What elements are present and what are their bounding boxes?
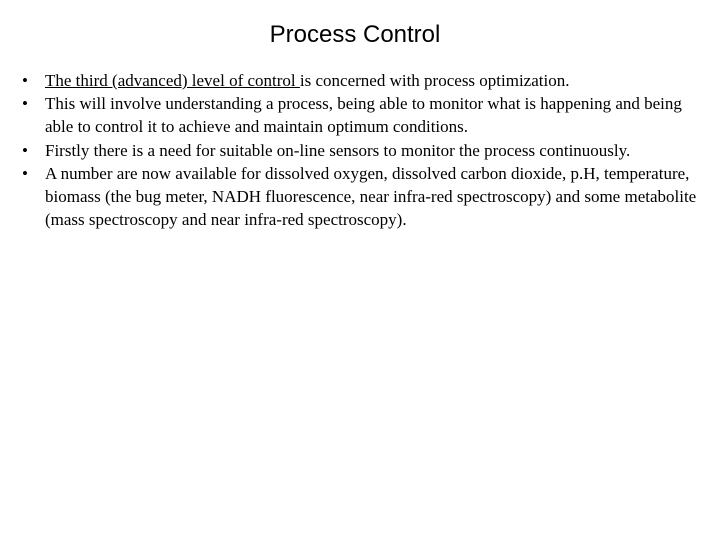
bullet-text: A number are now available for dissolved oxygen, dissolved carbon dioxide, p.H, temperature, biomass (the bug meter, NADH fluorescence, near infra-red spectroscopy) and some metabolite (mass spectroscopy and near infra-red spectroscopy).	[45, 163, 697, 230]
bullet-item-1	[20, 69, 710, 92]
bullet-icon: •	[22, 71, 28, 90]
bullet-list	[20, 69, 710, 231]
bullet-icon: •	[22, 94, 28, 114]
bullet-text: This will involve understanding a process, being able to monitor what is happening and being able to control it to achieve and maintain optimum conditions.	[45, 94, 682, 137]
bullet-text: is concerned with process optimization.	[299, 71, 570, 90]
bullet-icon: •	[22, 140, 28, 160]
bullet-item-2	[20, 92, 710, 138]
bullet-text: Firstly there is a need for suitable on-line sensors to monitor the process continuously.	[45, 140, 631, 160]
bullet-underlined-text: The third (advanced) level of control	[45, 71, 300, 90]
slide-title: Process Control	[269, 21, 441, 48]
bullet-item-3	[20, 139, 710, 162]
bullet-icon: •	[22, 163, 28, 183]
bullet-item-4	[20, 162, 710, 232]
